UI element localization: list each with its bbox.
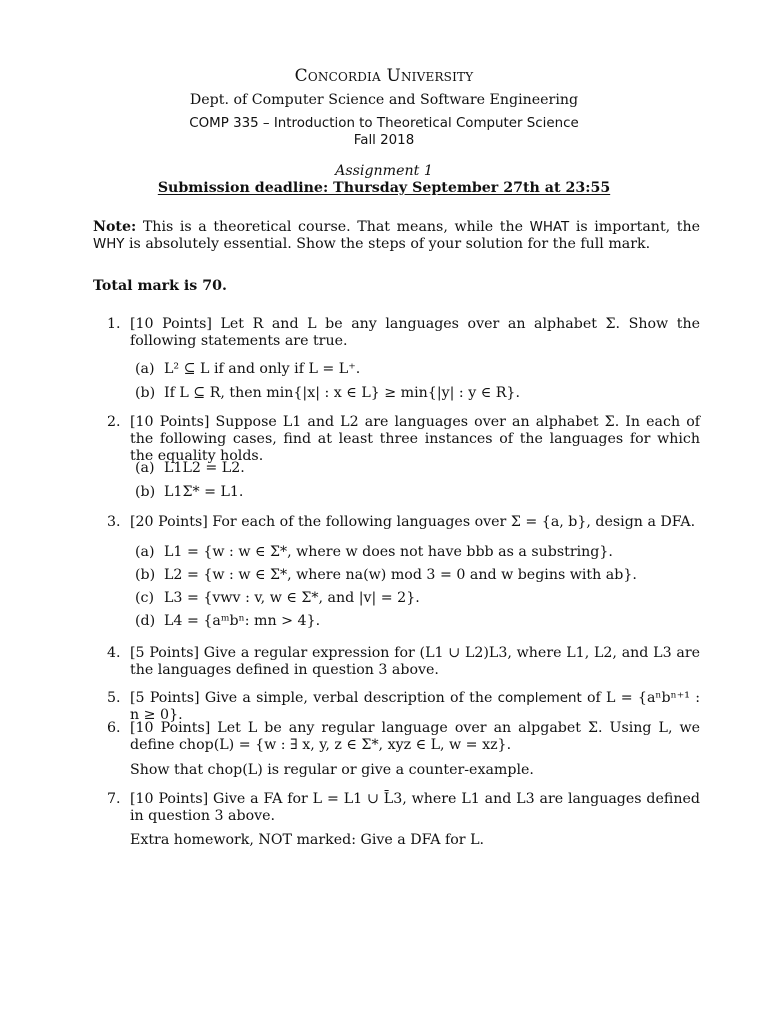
department-name: Dept. of Computer Science and Software Engineering bbox=[189, 92, 579, 108]
question-number: 6. bbox=[107, 720, 121, 736]
subpart-label: (b) bbox=[135, 567, 156, 583]
question-number: 7. bbox=[107, 791, 121, 807]
subpart-label: (c) bbox=[135, 590, 155, 606]
question-number: 3. bbox=[107, 514, 121, 530]
note-label: Note: bbox=[93, 219, 137, 235]
question-extra: Extra homework, NOT marked: Give a DFA for L. bbox=[130, 832, 485, 848]
total-mark: Total mark is 70. bbox=[93, 278, 227, 294]
question-number: 4. bbox=[107, 645, 121, 661]
subpart-text: L1L2 = L2. bbox=[164, 460, 245, 476]
question-number: 5. bbox=[107, 690, 121, 706]
question-number: 1. bbox=[107, 316, 121, 332]
what-emphasis: WHAT bbox=[529, 220, 570, 235]
subpart-label: (a) bbox=[135, 361, 155, 377]
subpart-label: (b) bbox=[135, 385, 156, 401]
question-text: [5 Points] Give a simple, verbal description of the complement of L = {aⁿbⁿ⁺¹ : n ≥ 0}. bbox=[130, 690, 700, 723]
subpart-label: (d) bbox=[135, 613, 156, 629]
subpart-label: (a) bbox=[135, 460, 155, 476]
subpart-text: L1 = {w : w ∈ Σ*, where w does not have bbb as a substring}. bbox=[164, 544, 613, 560]
question-text: [10 Points] Let R and L be any languages over an alphabet Σ. Show the following statements are true. bbox=[130, 316, 700, 349]
subpart-text: L2 = {w : w ∈ Σ*, where na(w) mod 3 = 0 and w begins with ab}. bbox=[164, 567, 637, 583]
subpart-text: L² ⊆ L if and only if L = L⁺. bbox=[164, 361, 361, 377]
complement-emphasis: complement bbox=[497, 691, 582, 706]
note-paragraph: Note: This is a theoretical course. That means, while the WHAT is important, the WHY is absolutely essential. Show the steps of your solution for the full mark. bbox=[93, 219, 700, 252]
assignment-title: Assignment 1 bbox=[335, 163, 433, 179]
university-name: Concordia University bbox=[294, 66, 474, 86]
why-emphasis: WHY bbox=[93, 237, 125, 252]
subpart-text: L3 = {vwv : v, w ∈ Σ*, and |v| = 2}. bbox=[164, 590, 420, 606]
question-text: [10 Points] Give a FA for L = L1 ∪ L̄3, where L1 and L3 are languages defined in question 3 above. bbox=[130, 791, 700, 824]
subpart-label: (b) bbox=[135, 484, 156, 500]
subpart-text: L4 = {aᵐbⁿ: mn > 4}. bbox=[164, 613, 321, 629]
question-text: [20 Points] For each of the following languages over Σ = {a, b}, design a DFA. bbox=[130, 514, 696, 530]
submission-deadline: Submission deadline: Thursday September 27th at 23:55 bbox=[157, 180, 611, 196]
question-number: 2. bbox=[107, 414, 121, 430]
subpart-text: L1Σ* = L1. bbox=[164, 484, 244, 500]
question-extra: Show that chop(L) is regular or give a counter-example. bbox=[130, 762, 534, 778]
question-text: [10 Points] Suppose L1 and L2 are languages over an alphabet Σ. In each of the following cases, find at least three instances of the languages for which the equality holds. bbox=[130, 414, 700, 464]
question-text: [5 Points] Give a regular expression for (L1 ∪ L2)L3, where L1, L2, and L3 are the languages defined in question 3 above. bbox=[130, 645, 700, 678]
subpart-label: (a) bbox=[135, 544, 155, 560]
subpart-text: If L ⊆ R, then min{|x| : x ∈ L} ≥ min{|y| : y ∈ R}. bbox=[164, 385, 520, 401]
course-title: COMP 335 – Introduction to Theoretical Computer Science bbox=[189, 116, 579, 131]
term: Fall 2018 bbox=[353, 133, 415, 148]
question-text: [10 Points] Let L be any regular language over an alpgabet Σ. Using L, we define chop(L) = {w : ∃ x, y, z ∈ Σ*, xyz ∈ L, w = xz}. bbox=[130, 720, 700, 753]
